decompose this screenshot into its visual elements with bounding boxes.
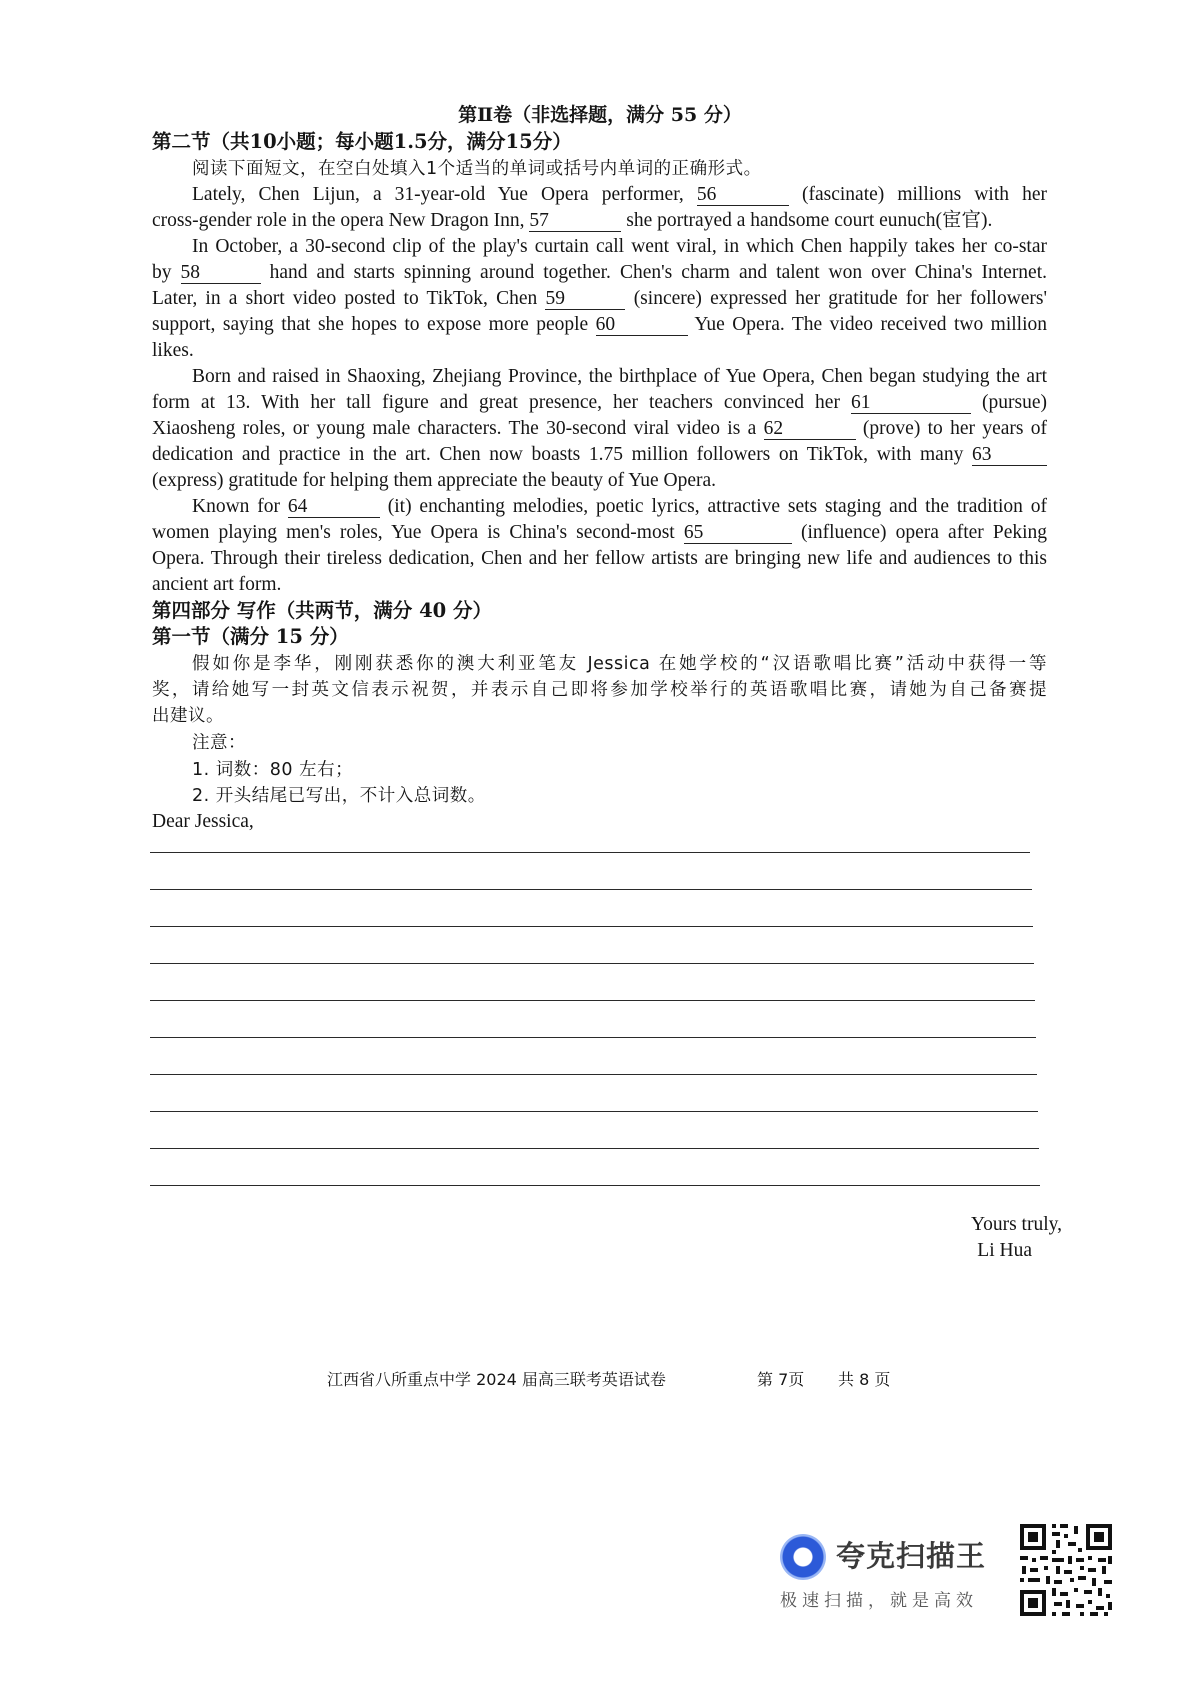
passage-line: [152, 416, 1047, 442]
blank-62[interactable]: 62: [764, 419, 856, 440]
blank-60[interactable]: 60: [596, 315, 688, 336]
passage-text: women playing men's roles, Yue Opera is China's second-most: [152, 522, 675, 543]
writing-prompt-line: 奖，请给她写一封英文信表示祝贺，并表示自己即将参加学校举行的英语歌唱比赛，请她为自己备赛提: [152, 680, 1047, 700]
writing-line[interactable]: [150, 1185, 1040, 1186]
passage-line: [152, 364, 1047, 390]
passage-line: [152, 286, 1047, 312]
passage-text: (pursue): [982, 392, 1047, 413]
writing-line[interactable]: [150, 963, 1034, 964]
passage-text: she portrayed a handsome court eunuch(宦官).: [626, 210, 993, 231]
writing-prompt-line: 出建议。: [152, 706, 224, 726]
letter-signature: Li Hua: [977, 1240, 1032, 1261]
writing-line[interactable]: [150, 1000, 1035, 1001]
passage-line: [152, 312, 1047, 338]
volume-title: 第Ⅱ卷（非选择题，满分 55 分）: [458, 104, 742, 126]
passage-text: support, saying that she hopes to expose more people: [152, 314, 589, 335]
passage-line: [152, 468, 1047, 494]
quark-logo-icon: [780, 1534, 826, 1580]
passage-line: [152, 442, 1047, 468]
blank-61[interactable]: 61: [851, 393, 971, 414]
writing-prompt-line: 假如你是李华，刚刚获悉你的澳大利亚笔友 Jessica 在她学校的“汉语歌唱比赛”活动中获得一等: [192, 654, 1047, 674]
passage-line: [152, 338, 1047, 364]
qr-code-icon: [1018, 1522, 1114, 1618]
writing-line[interactable]: [150, 926, 1033, 927]
letter-closing: Yours truly,: [970, 1214, 1062, 1235]
passage-line: [152, 494, 1047, 520]
passage-text: (sincere) expressed her gratitude for her followers': [633, 288, 1048, 309]
passage-text: (it) enchanting melodies, poetic lyrics, attractive sets staging and the tradition of: [387, 496, 1048, 517]
passage-line: [152, 182, 1047, 208]
note-label: 注意：: [192, 733, 246, 753]
passage-text: Lately, Chen Lijun, a 31-year-old Yue Opera performer,: [192, 184, 684, 205]
passage-text: likes.: [152, 340, 194, 361]
blank-64[interactable]: 64: [288, 497, 380, 518]
passage-text: form at 13. With her tall figure and great presence, her teachers convinced her: [152, 392, 840, 413]
writing-line[interactable]: [150, 1148, 1039, 1149]
passage-text: (prove) to her years of: [862, 418, 1048, 439]
passage-line: [152, 520, 1047, 546]
passage-text: (express) gratitude for helping them appreciate the beauty of Yue Opera.: [152, 470, 717, 491]
note-item: 2. 开头结尾已写出，不计入总词数。: [192, 786, 486, 806]
writing-line[interactable]: [150, 889, 1032, 890]
section2-heading: 第二节（共10小题；每小题1.5分，满分15分）: [152, 130, 572, 153]
passage-text: ancient art form.: [152, 574, 282, 595]
passage-text: Opera. Through their tireless dedication, Chen and her fellow artists are bringing new life and audiences to this: [152, 548, 1047, 569]
passage-text: cross-gender role in the opera New Dragon Inn,: [152, 210, 525, 231]
passage-text: (influence) opera after Peking: [800, 522, 1048, 543]
passage-line: [152, 390, 1047, 416]
footer-exam-title: 江西省八所重点中学 2024 届高三联考英语试卷: [327, 1370, 666, 1389]
footer-page-number: 第 7页: [757, 1370, 805, 1389]
blank-63[interactable]: 63: [972, 445, 1047, 466]
passage-line: [152, 208, 993, 234]
letter-greeting: Dear Jessica,: [152, 811, 254, 832]
writing-line[interactable]: [150, 852, 1030, 853]
blank-59[interactable]: 59: [545, 289, 625, 310]
footer-page-total: 共 8 页: [838, 1370, 891, 1389]
writing-line[interactable]: [150, 1037, 1036, 1038]
passage-text: by: [152, 262, 172, 283]
section2-instruction: 阅读下面短文，在空白处填入1个适当的单词或括号内单词的正确形式。: [192, 159, 762, 179]
passage-text: Xiaosheng roles, or young male characters. The 30-second viral video is a: [152, 418, 757, 439]
passage-line: [152, 572, 1047, 598]
part4-heading: 第四部分 写作（共两节，满分 40 分）: [152, 599, 493, 622]
blank-58[interactable]: 58: [181, 263, 261, 284]
watermark-app-name: 夸克扫描王: [836, 1539, 987, 1573]
passage-text: Born and raised in Shaoxing, Zhejiang Province, the birthplace of Yue Opera, Chen began studying the art: [192, 366, 1047, 387]
part4-sub-heading: 第一节（满分 15 分）: [152, 625, 349, 648]
passage-text: In October, a 30-second clip of the play's curtain call went viral, in which Chen happily takes her co-star: [192, 236, 1047, 257]
passage-text: Later, in a short video posted to TikTok, Chen: [152, 288, 538, 309]
blank-57[interactable]: 57: [529, 211, 621, 232]
watermark-slogan: 极速扫描，就是高效: [780, 1591, 978, 1611]
passage-text: dedication and practice in the art. Chen now boasts 1.75 million followers on TikTok, with many: [152, 444, 964, 465]
writing-line[interactable]: [150, 1111, 1038, 1112]
passage-text: hand and starts spinning around together. Chen's charm and talent won over China's Internet.: [269, 262, 1048, 283]
passage-text: Known for: [192, 496, 281, 517]
passage-line: [152, 234, 1047, 260]
passage-line: [152, 260, 1047, 286]
blank-65[interactable]: 65: [684, 523, 792, 544]
passage-line: [152, 546, 1047, 572]
passage-text: (fascinate) millions with her: [801, 184, 1048, 205]
blank-56[interactable]: 56: [697, 185, 789, 206]
writing-line[interactable]: [150, 1074, 1037, 1075]
note-item: 1. 词数：80 左右；: [192, 760, 354, 780]
passage-text: Yue Opera. The video received two million: [694, 314, 1048, 335]
